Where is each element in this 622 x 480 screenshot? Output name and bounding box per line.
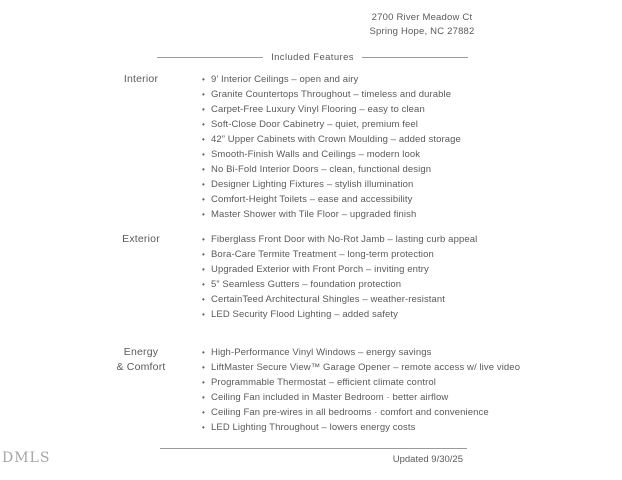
bullet-icon: • xyxy=(202,150,205,159)
feature-item xyxy=(202,207,622,222)
feature-text: High-Performance Vinyl Windows – energy savings xyxy=(211,347,432,358)
address-line-2: Spring Hope, NC 27882 xyxy=(369,25,475,37)
section-energy-comfort xyxy=(0,345,622,435)
feature-text: Bora-Care Termite Treatment – long-term protection xyxy=(211,249,434,260)
feature-item xyxy=(202,420,622,435)
bullet-icon: • xyxy=(202,265,205,274)
included-features-divider xyxy=(157,51,468,63)
feature-item xyxy=(202,162,622,177)
section-label xyxy=(103,72,179,87)
bullet-icon: • xyxy=(202,310,205,319)
feature-text: Fiberglass Front Door with No-Rot Jamb – lasting curb appeal xyxy=(211,234,478,245)
bullet-icon: • xyxy=(202,378,205,387)
feature-text: LED Lighting Throughout – lowers energy costs xyxy=(211,422,416,433)
bullet-icon: • xyxy=(202,90,205,99)
section-label-line: & Comfort xyxy=(116,361,166,373)
section-label xyxy=(103,232,179,247)
feature-item xyxy=(202,262,622,277)
feature-text: Ceiling Fan included in Master Bedroom · better airflow xyxy=(211,392,449,403)
feature-item xyxy=(202,247,622,262)
bullet-icon: • xyxy=(202,195,205,204)
feature-item xyxy=(202,192,622,207)
bullet-icon: • xyxy=(202,235,205,244)
feature-item xyxy=(202,117,622,132)
feature-list xyxy=(202,232,622,322)
bullet-icon: • xyxy=(202,423,205,432)
feature-text: 42” Upper Cabinets with Crown Moulding – added storage xyxy=(211,134,461,145)
bullet-icon: • xyxy=(202,120,205,129)
feature-text: CertainTeed Architectural Shingles – weather-resistant xyxy=(211,294,446,305)
bullet-icon: • xyxy=(202,165,205,174)
section-label-line: Exterior xyxy=(122,233,160,245)
feature-item xyxy=(202,72,622,87)
section-label-line: Interior xyxy=(123,73,159,85)
feature-item xyxy=(202,277,622,292)
bullet-icon: • xyxy=(202,210,205,219)
feature-text: Programmable Thermostat – efficient climate control xyxy=(211,377,436,388)
section-label-line: Energy xyxy=(123,346,159,358)
address-line-1: 2700 River Meadow Ct xyxy=(371,12,473,23)
feature-text: LiftMaster Secure View™ Garage Opener – remote access w/ live video xyxy=(211,362,521,373)
section-label xyxy=(103,345,179,375)
bullet-icon: • xyxy=(202,408,205,417)
feature-list xyxy=(202,345,622,435)
feature-item xyxy=(202,147,622,162)
feature-text: Comfort-Height Toilets – ease and accessibility xyxy=(211,194,413,205)
bullet-icon: • xyxy=(202,393,205,402)
bullet-icon: • xyxy=(202,75,205,84)
bullet-icon: • xyxy=(202,280,205,289)
feature-item xyxy=(202,232,622,247)
feature-list xyxy=(202,72,622,222)
dmls-watermark: DMLS xyxy=(2,450,51,466)
bullet-icon: • xyxy=(202,348,205,357)
divider-title: Included Features xyxy=(271,51,354,63)
feature-item xyxy=(202,405,622,420)
section-exterior xyxy=(0,232,622,322)
feature-item xyxy=(202,177,622,192)
bullet-icon: • xyxy=(202,363,205,372)
feature-text: LED Security Flood Lighting – added safety xyxy=(211,309,398,320)
feature-item xyxy=(202,132,622,147)
feature-text: Master Shower with Tile Floor – upgraded finish xyxy=(211,209,417,220)
feature-text: Carpet-Free Luxury Vinyl Flooring – easy to clean xyxy=(211,104,425,115)
feature-item xyxy=(202,345,622,360)
bullet-icon: • xyxy=(202,180,205,189)
bullet-icon: • xyxy=(202,105,205,114)
feature-item xyxy=(202,292,622,307)
section-interior xyxy=(0,72,622,222)
feature-text: 5” Seamless Gutters – foundation protection xyxy=(211,279,402,290)
feature-text: Designer Lighting Fixtures – stylish illumination xyxy=(211,179,414,190)
feature-item xyxy=(202,102,622,117)
feature-text: Smooth-Finish Walls and Ceilings – modern look xyxy=(211,149,421,160)
feature-item xyxy=(202,375,622,390)
feature-text: Upgraded Exterior with Front Porch – inviting entry xyxy=(211,264,429,275)
property-address xyxy=(336,11,508,38)
divider-rule-right xyxy=(362,57,468,58)
footer-rule xyxy=(160,448,467,449)
feature-text: Soft-Close Door Cabinetry – quiet, premium feel xyxy=(211,119,418,130)
divider-rule-left xyxy=(157,57,263,58)
bullet-icon: • xyxy=(202,295,205,304)
feature-text: 9’ Interior Ceilings – open and airy xyxy=(211,74,359,85)
feature-text: Granite Countertops Throughout – timeless and durable xyxy=(211,89,452,100)
feature-item xyxy=(202,87,622,102)
feature-text: No Bi-Fold Interior Doors – clean, functional design xyxy=(211,164,432,175)
feature-item xyxy=(202,360,622,375)
feature-text: Ceiling Fan pre-wires in all bedrooms · comfort and convenience xyxy=(211,407,489,418)
updated-date: Updated 9/30/25 xyxy=(392,454,463,465)
feature-item xyxy=(202,307,622,322)
bullet-icon: • xyxy=(202,135,205,144)
bullet-icon: • xyxy=(202,250,205,259)
feature-item xyxy=(202,390,622,405)
